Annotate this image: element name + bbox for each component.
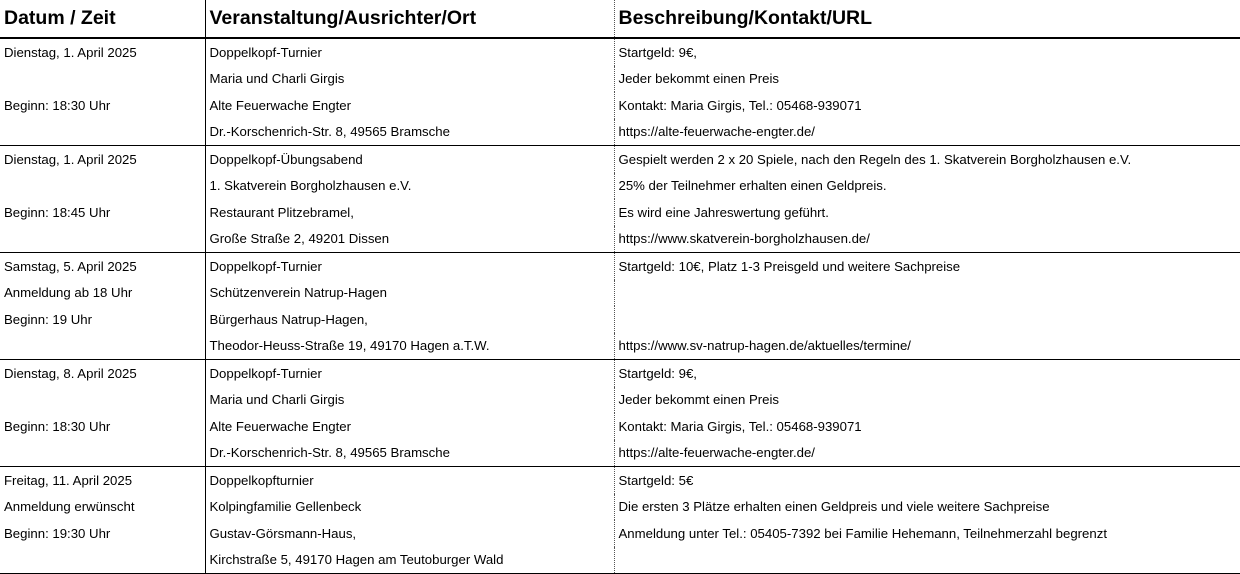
date-cell: Dienstag, 8. April 2025 bbox=[0, 360, 205, 387]
date-cell: Beginn: 18:30 Uhr bbox=[0, 413, 205, 440]
table-row bbox=[0, 66, 1240, 93]
description-cell: Startgeld: 10€, Platz 1-3 Preisgeld und weitere Sachpreise bbox=[618, 258, 961, 274]
table-row bbox=[0, 467, 1240, 494]
date-cell: Dienstag, 1. April 2025 bbox=[0, 146, 205, 173]
table-row bbox=[0, 520, 1240, 547]
date-cell: Beginn: 19 Uhr bbox=[0, 306, 205, 333]
table-row bbox=[0, 226, 1240, 253]
description-cell: Es wird eine Jahreswertung geführt. bbox=[618, 204, 829, 220]
event-cell: Doppelkopf-Übungsabend bbox=[205, 146, 614, 173]
table-row bbox=[0, 92, 1240, 119]
table-row bbox=[0, 413, 1240, 440]
description-cell: 25% der Teilnehmer erhalten einen Geldpreis. bbox=[618, 178, 887, 194]
table-row bbox=[0, 306, 1240, 333]
event-cell: Alte Feuerwache Engter bbox=[205, 92, 614, 119]
date-cell bbox=[0, 66, 205, 93]
description-cell: Anmeldung unter Tel.: 05405-7392 bei Familie Hehemann, Teilnehmerzahl begrenzt bbox=[618, 525, 1107, 541]
event-cell: Dr.-Korschenrich-Str. 8, 49565 Bramsche bbox=[205, 440, 614, 467]
description-cell: Jeder bekommt einen Preis bbox=[618, 71, 780, 87]
url-cell: https://www.sv-natrup-hagen.de/aktuelles/termine/ bbox=[614, 333, 1240, 360]
date-cell: Anmeldung ab 18 Uhr bbox=[0, 280, 205, 307]
date-cell bbox=[0, 333, 205, 360]
description-cell: Gespielt werden 2 x 20 Spiele, nach den Regeln des 1. Skatverein Borgholzhausen e.V. bbox=[618, 151, 1132, 167]
header-description-contact-url: Beschreibung/Kontakt/URL bbox=[614, 0, 1240, 38]
table-row bbox=[0, 146, 1240, 173]
date-cell bbox=[0, 226, 205, 253]
table-row bbox=[0, 119, 1240, 146]
table-row bbox=[0, 280, 1240, 307]
header-date-time: Datum / Zeit bbox=[0, 0, 205, 38]
event-cell: Restaurant Plitzebramel, bbox=[205, 199, 614, 226]
table-row bbox=[0, 440, 1240, 467]
table-row bbox=[0, 253, 1240, 280]
description-cell: Startgeld: 9€, bbox=[618, 365, 697, 381]
description-cell: Startgeld: 5€ bbox=[618, 472, 694, 488]
description-cell: Jeder bekommt einen Preis bbox=[618, 392, 780, 408]
header-event-organizer-location: Veranstaltung/Ausrichter/Ort bbox=[205, 0, 614, 38]
url-cell: https://alte-feuerwache-engter.de/ bbox=[614, 119, 1240, 146]
date-cell: Beginn: 18:30 Uhr bbox=[0, 92, 205, 119]
description-cell: Kontakt: Maria Girgis, Tel.: 05468-939071 bbox=[618, 97, 862, 113]
date-cell bbox=[0, 440, 205, 467]
description-cell: Kontakt: Maria Girgis, Tel.: 05468-939071 bbox=[618, 418, 862, 434]
date-cell: Anmeldung erwünscht bbox=[0, 494, 205, 521]
event-cell: Dr.-Korschenrich-Str. 8, 49565 Bramsche bbox=[205, 119, 614, 146]
event-cell: Doppelkopf-Turnier bbox=[205, 253, 614, 280]
event-cell: Schützenverein Natrup-Hagen bbox=[205, 280, 614, 307]
event-cell: Große Straße 2, 49201 Dissen bbox=[205, 226, 614, 253]
url-cell: https://www.skatverein-borgholzhausen.de/ bbox=[614, 226, 1240, 253]
url-cell bbox=[614, 547, 1240, 574]
date-cell bbox=[0, 119, 205, 146]
table-row bbox=[0, 173, 1240, 200]
date-cell: Beginn: 18:45 Uhr bbox=[0, 199, 205, 226]
event-cell: Theodor-Heuss-Straße 19, 49170 Hagen a.T.W. bbox=[205, 333, 614, 360]
table-row bbox=[0, 333, 1240, 360]
event-cell: Kolpingfamilie Gellenbeck bbox=[205, 494, 614, 521]
table-row bbox=[0, 387, 1240, 414]
date-cell bbox=[0, 173, 205, 200]
table-row bbox=[0, 360, 1240, 387]
date-cell bbox=[0, 387, 205, 414]
table-row bbox=[0, 547, 1240, 574]
url-cell: https://alte-feuerwache-engter.de/ bbox=[614, 440, 1240, 467]
description-cell: Startgeld: 9€, bbox=[618, 44, 697, 60]
date-cell: Freitag, 11. April 2025 bbox=[0, 467, 205, 494]
header-row bbox=[0, 0, 1240, 38]
event-cell: 1. Skatverein Borgholzhausen e.V. bbox=[205, 173, 614, 200]
event-cell: Doppelkopfturnier bbox=[205, 467, 614, 494]
table-row bbox=[0, 199, 1240, 226]
description-cell bbox=[614, 280, 1240, 307]
description-cell: Die ersten 3 Plätze erhalten einen Geldpreis und viele weitere Sachpreise bbox=[618, 499, 1050, 515]
table-row bbox=[0, 494, 1240, 521]
event-cell: Gustav-Görsmann-Haus, bbox=[205, 520, 614, 547]
date-cell: Samstag, 5. April 2025 bbox=[0, 253, 205, 280]
event-cell: Doppelkopf-Turnier bbox=[205, 38, 614, 66]
event-cell: Kirchstraße 5, 49170 Hagen am Teutoburger Wald bbox=[205, 547, 614, 574]
event-cell: Bürgerhaus Natrup-Hagen, bbox=[205, 306, 614, 333]
date-cell: Beginn: 19:30 Uhr bbox=[0, 520, 205, 547]
description-cell bbox=[614, 306, 1240, 333]
event-cell: Alte Feuerwache Engter bbox=[205, 413, 614, 440]
event-cell: Maria und Charli Girgis bbox=[205, 66, 614, 93]
date-cell bbox=[0, 547, 205, 574]
table-row bbox=[0, 38, 1240, 66]
event-cell: Maria und Charli Girgis bbox=[205, 387, 614, 414]
event-cell: Doppelkopf-Turnier bbox=[205, 360, 614, 387]
date-cell: Dienstag, 1. April 2025 bbox=[0, 38, 205, 66]
